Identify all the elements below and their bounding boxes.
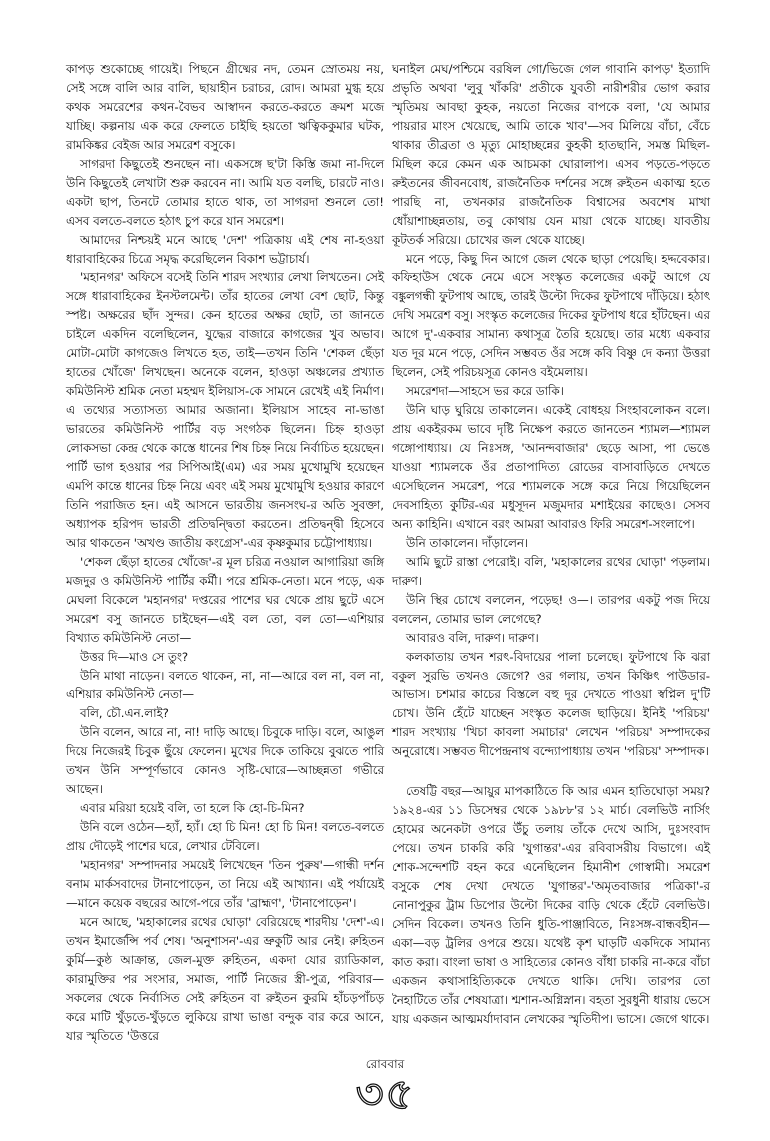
article-paragraph: এবার মরিয়া হয়েই বলি, তা হলে কি হো-চি-মিন? xyxy=(80,801,305,816)
article-paragraph: উনি বলে ওঠেন—হ্যাঁ, হ্যাঁ। হো চি মিন! হো চি মিন! বলতে-বলতে প্রায় দৌড়েই পাশের ঘরে, লেখার টেবিলে। xyxy=(66,820,384,854)
article-paragraph: মনে আছে, 'মহাকালের রথের ঘোড়া' বেরিয়েছে শারদীয় 'দেশ'-এ। তখন ইমার্জেন্সি পর্ব শেষ। 'অনুশাসন'-এর ভ্রুকুটি আর নেই। রুহিতন কুর্মি—কুষ্ঠ আক্রান্ত, জেল-মুক্ত রুহিতন, একদা যোর র‍্যাডিকাল, কারামুক্তির পর সংসার, সমাজ, পার্টি নিজের স্ত্রী-পুত্র, পরিবার—সকলের থেকে নির্বাসিত সেই রুহিতন বা রুইতন কুরমি হাঁচড়পাঁচড় করে মাটি খুঁড়তে-খুঁড়তে লুকিয়ে রাখা ভাঙা বন্দুক বার করে আনে, যার স্মৃতিতে 'উত্তরে xyxy=(66,914,384,1043)
article-paragraph: মনে পড়ে, কিছু দিন আগে জেল থেকে ছাড়া পেয়েছি। হদ্দবেকার। কফিহাউস থেকে নেমে এসে সংস্কৃত কলেজের একটু আগে যে বঙ্কুলগন্ধী ফুটপাথ আছে, তারই উল্টো দিকের ফুটপাথে দাঁড়িয়ে। হঠাৎ দেখি সমরেশ বসু। সংস্কৃত কলেজের দিকের ফুটপাথ ধরে হাঁটছেন। এর আগে দু'-একবার সামান্য কথাসূত্র তৈরি হয়েছে। তার মধ্যে একবার যত দূর মনে পড়ে, সেদিন সম্ভবত ওঁর সঙ্গে কবি বিষ্ণু দে কন্যা উত্তরা ছিলেন, সেই পরিচয়সূত্র কোনও বইমেলায়। xyxy=(392,251,710,380)
magazine-name: রোববার xyxy=(365,1057,405,1071)
article-paragraph: তেষট্টি বছর—আয়ুর মাপকাঠিতে কি আর এমন হাতিঘোড়া সময়? ১৯২৪-এর ১১ ডিসেম্বর থেকে ১৯৮৮'র ১২ মার্চ। বেলভিউ নার্সিং হোমের অনেকটা ওপরে উঁচু তলায় তাঁকে দেখে আসি, দুঃসংবাদ পেয়ে। তখন চাকরি করি 'যুগান্তর'-এর রবিবাসরীয় বিভাগে। এই শোক-সন্দেশটি বহন করে এনেছিলেন হিমানীশ গোস্বামী। সমরেশ বসুকে শেষ দেখা দেখতে 'যুগান্তর'-'অমৃতবাজার পত্রিকা'-র নোনাপুকুর ট্রাম ডিপোর উল্টো দিকের বাড়ি থেকে হেঁটে বেলভিউ। সেদিন বিকেল। তখনও তিনি ধুতি-পাঞ্জাবিতে, নিঃসঙ্গ-বান্ধবহীন—একা—বড় ট্রলির ওপরে শুয়ে। যথেষ্ট কৃশ ঘাড়টি একদিকে সামান্য কাত করা। বাংলা ভাষা ও সাহিত্যের কোনও বাঁধা চাকরি না-করে বাঁচা একজন কথাসাহিত্যিককে দেখতে থাকি। দেখি। তারপর তো নৈহাটিতে তাঁর শেষযাত্রা। শ্মশান-অগ্নিস্নান। বহতা সুরধুনী ধারায় ভেসে যায় একজন আত্মমর্যাদাবান লেখকের স্মৃতিদীপ। ভাসে। জেগে থাকে। xyxy=(392,784,710,1026)
article-paragraph: উত্তর দি—মাও সে তুং? xyxy=(80,649,189,664)
article-paragraph: উনি মাথা নাড়েন। বলতে থাকেন, না, না—আরে বল না, বল না, এশিয়ার কমিউনিস্ট নেতা— xyxy=(66,668,384,702)
article-paragraph: 'মহানগর' অফিসে বসেই তিনি শারদ সংখ্যার লেখা লিখতেন। সেই সঙ্গে ধারাবাহিকের ইনস্টলমেন্ট। তাঁর হাতের লেখা বেশ ছোট, কিন্তু স্পষ্ট। অক্ষরের ছাঁদ সুন্দর। কেন হাতের অক্ষর ছোট, তা জানতে চাইলে একদিন বলেছিলেন, যুদ্ধের বাজারে কাগজের খুব অভাব। মোটা-মোটা কাগজেও লিখতে হত, তাই—তখন তিনি 'শেকল ছেঁড়া হাতের খোঁজে' লিখছেন। অনেকে বলেন, হাওড়া অঞ্চলের প্রখ্যাত কমিউনিস্ট শ্রমিক নেতা মহম্মদ ইলিয়াস-কে সামনে রেখেই এই নির্মাণ। এ তথ্যের সত্যাসত্য আমার অজানা। ইলিয়াস সাহেব না-ভাঙা ভারতের কমিউনিস্ট পার্টির বড় সংগঠক ছিলেন। চিহ্ন হাওড়া লোকসভা কেন্দ্র থেকে কাস্তে ধানের শিষ চিহ্ন নিয়ে নির্বাচিত হয়েছেন। পার্টি ভাগ হওয়ার পর সিপিআই(এম) এর সময় মুখোমুখি হয়েছেন এমপি কান্তে ধানের চিহ্ন নিয়ে এবং এই সময় মুখোমুখি হওয়ার কারণে তিনি পরাজিত হন। এই আসনে ভারতীয় জনসংঘ-র অতি সুবক্তা, অধ্যাপক হরিপদ ভারতী প্রতিদ্বন্দ্বিতা করতেন। প্রতিদ্বন্দ্বী হিসেবে আর থাকতেন 'অখণ্ড জাতীয় কংগ্রেস'-এর কৃষ্ণকুমার চট্টোপাধ্যায়। xyxy=(66,270,384,550)
page-number: ৩৫ xyxy=(355,1069,415,1120)
article-paragraph: 'শেকল ছেঁড়া হাতের খোঁজে'-র মূল চরিত্র নওয়াল আগারিয়া জঙ্গি মজদুর ও কমিউনিস্ট পার্টির কর্মী। পরে শ্রমিক-নেতা। মনে পড়ে, এক মেঘলা বিকেলে 'মহানগর' দপ্তরের পাশের ঘর থেকে প্রায় ছুটে এসে সমরেশ বসু জানতে চাইছেন—এই বল তো, বল তো—এশিয়ার বিখ্যাত কমিউনিস্ট নেতা— xyxy=(66,554,384,645)
article-paragraph: কাপড় শুকোচ্ছে গায়েই। পিছনে গ্রীষ্মের নদ, তেমন স্রোতময় নয়, সেই সঙ্গে বালি আর বালি, ছায়াহীন চরাচর, রোদ। আমরা মুগ্ধ হয়ে কথক সমরেশের কথন-বৈভব আস্বাদন করতে-করতে ক্রমশ মজে যাচ্ছি। কল্পনায় এক করে ফেলতে চাইছি হয়তো ঋত্বিককুমার ঘটক, রামকিঙ্কর বেইজ আর সমরেশ বসুকে। xyxy=(66,62,384,152)
article-paragraph: সাগরদা কিছুতেই শুনছেন না। একসঙ্গে ছ'টা কিস্তি জমা না-দিলে উনি কিছুতেই লেখাটা শুরু করবেন না। আমি যত বলছি, চারটে নাও। একটা ছাপ, তিনটে তোমার হাতে থাক, তা সাগরদা শুনলে তো! এসব বলতে-বলতে হঠাৎ চুপ করে যান সমরেশ। xyxy=(66,156,384,228)
article-column-right xyxy=(392,60,710,1029)
article-paragraph: ঘনাইল মেঘ/পশ্চিমে বরষিল গো/ভিজে গেল গাবানি কাপড়' ইত্যাদি প্রভৃতি অথবা 'লুবু খাঁকরি' প্রতীকে যুবতী নারীশরীর ভোগ করার স্মৃতিময় আবছা কুহক, নয়তো নিজের বাপকে বলা, 'যে আমার পায়রার মাংস খেয়েছে, আমি তাকে খাব'—সব মিলিয়ে বাঁচা, বেঁচে থাকার তীব্রতা ও মৃত্যু মোহাচ্ছন্নের কুহকী হাতছানি, সমস্ত মিছিল-মিছিল করে কেমন এক আচমকা ঘোরালাপ। এসব পড়তে-পড়তে রুইতনের জীবনবোধ, রাজনৈতিক দর্শনের সঙ্গে রুইতন একাত্ম হতে পারছি না, তখনকার রাজনৈতিক বিশ্বাসের অবশেষ মাখা ধোঁয়াশাচ্ছন্নতায়, তবু কোথায় যেন মায়া থেকে যাচ্ছে। যাবতীয় কূটতর্ক সরিয়ে। চোখের জল থেকে যাচ্ছে। xyxy=(392,62,710,247)
article-paragraph: সমরেশদা—সাহসে ভর করে ডাকি। xyxy=(406,384,564,399)
article-paragraph: 'মহানগর' সম্পাদনার সময়েই লিখেছেন 'তিন পুরুষ'—গান্ধী দর্শন বনাম মার্কসবাদের টানাপোড়েন, তা নিয়ে এই আখ্যান। এই পর্যায়েই—মানে কয়েক বছরের আগে-পরে তাঁর 'ব্রাহ্মণ', 'টানাপোড়েন'। xyxy=(66,858,384,910)
page-footer xyxy=(0,1056,770,1118)
article-paragraph: উনি তাকালেন। দাঁড়ালেন। xyxy=(406,535,529,550)
article-paragraph: আমাদের নিশ্চয়ই মনে আছে 'দেশ' পত্রিকায় এই শেষ না-হওয়া ধারাবাহিকের চিত্রে সমৃদ্ধ করেছিলেন বিকাশ ভট্টাচার্য। xyxy=(66,232,384,266)
article-paragraph: কলকাতায় তখন শরৎ-বিদায়ের পালা চলেছে। ফুটপাথে কি ঝরা বকুল সুরভি তখনও জেগে? ওর গলায়, তখন কিঞ্চিৎ পাউডার-আভাস। চশমার কাচের বিস্তলে বহু দূর দেখতে পাওয়া স্বপ্নিল দু'টি চোখ। উনি হেঁটে যাচ্ছেন সংস্কৃত কলেজ ছাড়িয়ে। ইনিই 'পরিচয়' শারদ সংখ্যায় 'খিচা কাবলা সমাচার' লেখেন 'পরিচয়' সম্পাদকের অনুরোধে। সম্ভবত দীপেন্দ্রনাথ বন্দ্যোপাধ্যায় তখন 'পরিচয়' সম্পাদক। xyxy=(392,649,710,759)
article-paragraph: উনি বলেন, আরে না, না! দাড়ি আছে। চিবুকে দাড়ি। বলে, আঙুল দিয়ে নিজেরই চিবুক ছুঁয়ে ফেলেন। মুখের দিকে তাকিয়ে বুঝতে পারি তখন উনি সম্পূর্ণভাবে কোনও সৃষ্টি-ঘোরে—আচ্ছন্নতা গভীরে আছেন। xyxy=(66,725,384,797)
article-column-left xyxy=(66,60,384,1046)
article-paragraph: উনি স্থির চোখে বললেন, পড়েছ! ও—। তারপর একটু পজ দিয়ে বললেন, তোমার ভাল লেগেছে? xyxy=(392,592,710,626)
article-paragraph: বলি, চৌ.এন.লাই? xyxy=(80,706,169,721)
article-paragraph: আবারও বলি, দারুণ। দারুণ। xyxy=(406,630,539,645)
article-paragraph: উনি ঘাড় ঘুরিয়ে তাকালেন। একেই বোধহয় সিংহাবলোকন বলে। প্রায় একইরকম ভাবে দৃষ্টি নিক্ষেপ করতে জানতেন শ্যামল—শ্যামল গঙ্গোপাধ্যায়। যে নিঃসঙ্গ, 'আনন্দবাজার' ছেড়ে আসা, পা ভেঙে যাওয়া শ্যামলকে ওঁর প্রতাপাদিত্য রোডের বাসাবাড়িতে দেখতে এসেছিলেন সমরেশ, পরে শ্যামলকে সঙ্গে করে নিয়ে গিয়েছিলেন দেবসাহিত্য কুটির-এর মধুসূদন মজুমদার মশাইয়ের কাছেও। সেসব অন্য কাহিনি। এখানে বরং আমরা আবারও ফিরি সমরেশ-সংলাপে। xyxy=(392,403,710,531)
article-paragraph: আমি ছুটে রাস্তা পেরোই। বলি, 'মহাকালের রথের ঘোড়া' পড়লাম। দারুণ। xyxy=(392,554,710,588)
